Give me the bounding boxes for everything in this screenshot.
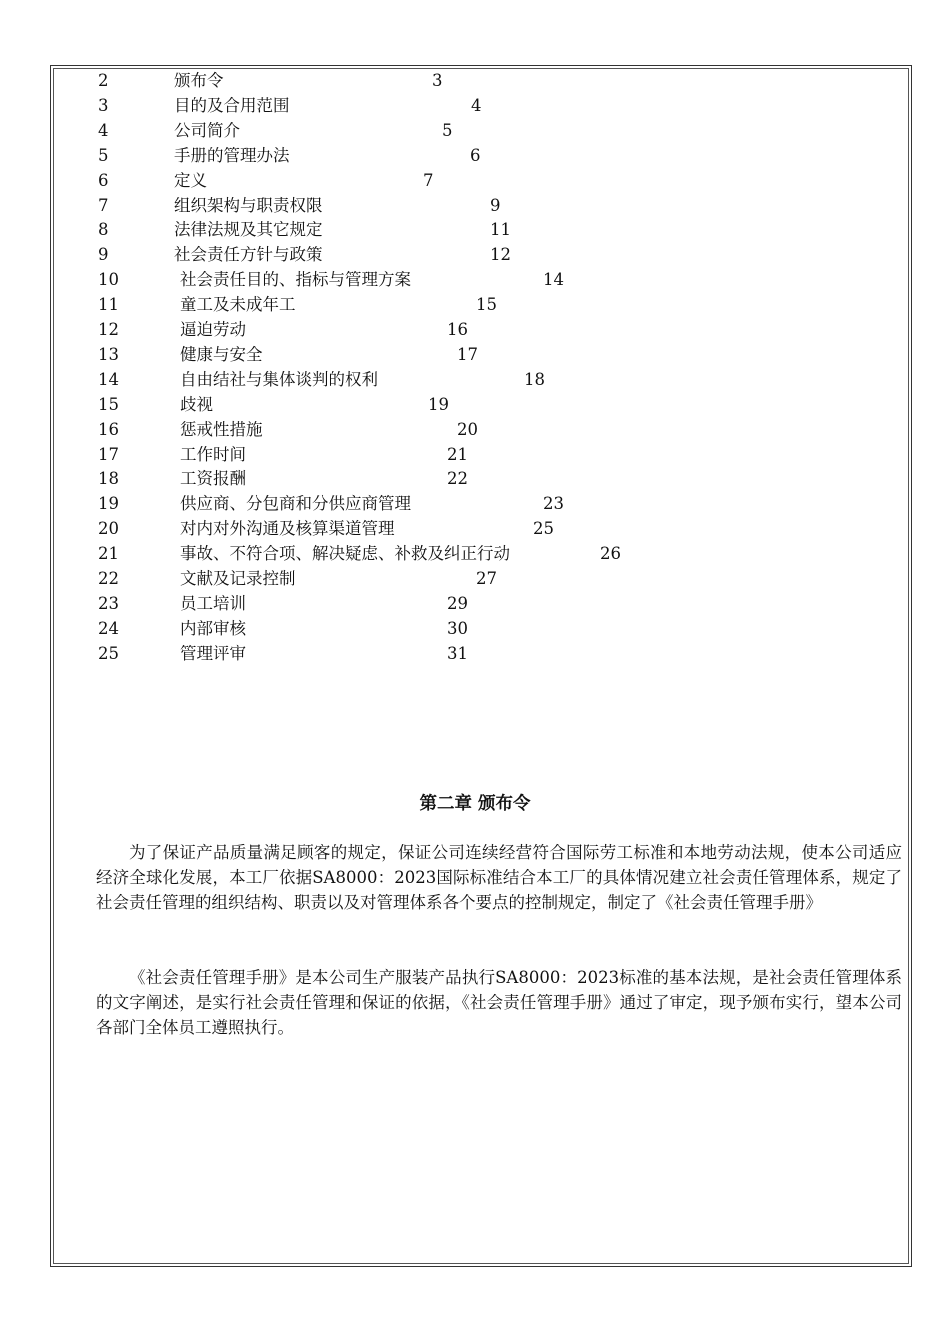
toc-entry [0,168,950,193]
toc-entry-number: 12 [98,320,119,339]
toc-entry-page: 31 [447,643,468,663]
toc-entry [0,242,950,267]
toc-entry [0,641,950,666]
toc-entry-number: 25 [98,643,119,663]
toc-entry [0,541,950,566]
toc-entry-title: 员工培训 [180,593,246,613]
toc-entry-page: 5 [442,120,453,140]
toc-entry-title: 管理评审 [180,643,246,663]
toc-entry [0,118,950,143]
toc-entry-title: 内部审核 [180,618,246,638]
toc-entry-page: 22 [447,469,468,489]
toc-entry-title: 自由结社与集体谈判的权利 [180,369,378,389]
toc-entry [0,193,950,218]
toc-entry-number: 15 [98,394,119,414]
toc-entry-page: 18 [524,369,545,389]
toc-entry-number: 13 [98,344,119,364]
toc-entry-title: 工资报酬 [180,469,246,489]
toc-entry-page: 23 [543,494,564,514]
toc-entry-page: 4 [471,95,482,115]
toc-entry-title: 目的及合用范围 [174,95,290,115]
toc-entry-title: 手册的管理办法 [174,145,290,165]
toc-entry-number: 5 [98,145,109,165]
toc-entry-number: 23 [98,593,119,613]
toc-entry-page: 25 [533,519,554,539]
toc-entry-page: 30 [447,618,468,638]
toc-entry [0,367,950,392]
toc-entry [0,442,950,467]
toc-entry-page: 7 [423,170,434,190]
toc-entry-title: 对内对外沟通及核算渠道管理 [180,519,395,539]
toc-entry-title: 供应商、分包商和分供应商管理 [180,494,411,514]
toc-entry-page: 3 [432,71,443,90]
toc-entry-page: 14 [543,270,564,290]
toc-entry-page: 15 [476,295,497,315]
toc-entry-page: 9 [490,195,501,215]
toc-entry-page: 12 [490,245,511,265]
toc-entry [0,93,950,118]
toc-entry-page: 21 [447,444,468,464]
decree-paragraph-1: 为了保证产品质量满足顾客的规定，保证公司连续经营符合国际劳工标准和本地劳动法规，使本公司适应经济全球化发展，本工厂依据SA8000：2023国际标准结合本工厂的具体情况建立社会责任管理体系，规定了社会责任管理的组织结构、职责以及对管理体系各个要点的控制规定，制定了《社会责任管理手册》 [96,843,902,912]
toc-entry-title: 工作时间 [180,444,246,464]
toc-entry-page: 11 [490,220,511,240]
toc-entry [0,591,950,616]
toc-entry-number: 24 [98,618,119,638]
toc-entry-number: 20 [98,519,119,539]
toc-entry-number: 17 [98,444,119,464]
toc-entry-title: 法律法规及其它规定 [174,220,323,240]
toc-entry-page: 27 [476,569,497,588]
toc-entry-page: 19 [428,394,449,414]
toc-entry-page: 17 [457,344,478,364]
toc-entry-page: 29 [447,593,468,613]
toc-entry-title: 定义 [174,170,207,190]
toc-entry-page: 16 [447,320,468,339]
toc-entry-title: 组织架构与职责权限 [174,195,323,215]
toc-entry-number: 7 [98,195,109,215]
toc-entry-number: 14 [98,369,119,389]
toc-entry [0,516,950,541]
toc-entry-number: 10 [98,270,119,290]
toc-entry-number: 16 [98,419,119,439]
toc-entry [0,68,950,93]
toc-entry-title: 事故、不符合项、解决疑虑、补救及纠正行动 [180,544,510,564]
toc-entry [0,342,950,367]
toc-entry [0,616,950,641]
toc-entry-number: 8 [98,220,109,240]
toc-entry [0,566,950,591]
toc-entry-title: 惩戒性措施 [180,419,263,439]
toc-entry [0,417,950,442]
toc-entry-page: 20 [457,419,478,439]
toc-entry-title: 公司简介 [174,120,240,140]
toc-entry [0,317,950,342]
toc-entry [0,392,950,417]
toc-entry [0,143,950,168]
toc-entry [0,292,950,317]
toc-entry [0,217,950,242]
toc-entry-title: 歧视 [180,394,213,414]
toc-entry-title: 逼迫劳动 [180,320,246,339]
toc-entry-number: 9 [98,245,109,265]
toc-entry-number: 3 [98,95,109,115]
toc-entry-title: 颁布令 [174,71,224,90]
toc-entry-title: 童工及未成年工 [180,295,296,315]
toc-entry-page: 6 [470,145,481,165]
toc-entry-number: 22 [98,569,119,588]
toc-entry-title: 健康与安全 [180,344,263,364]
toc-entry-number: 6 [98,170,109,190]
toc-entry-number: 11 [98,295,119,315]
chapter-title: 第二章 颁布令 [419,794,531,814]
toc-entry-title: 社会责任目的、指标与管理方案 [180,270,411,290]
toc-entry-title: 文献及记录控制 [180,569,296,588]
toc-entry-title: 社会责任方针与政策 [174,245,323,265]
toc-entry-number: 4 [98,120,109,140]
toc-entry-number: 2 [98,71,109,90]
decree-paragraph-2: 《社会责任管理手册》是本公司生产服装产品执行SA8000：2023标准的基本法规，是社会责任管理体系的文字阐述，是实行社会责任管理和保证的依据，《社会责任管理手册》通过了审定，现予颁布实行，望本公司各部门全体员工遵照执行。 [96,968,902,1037]
toc-entry-number: 18 [98,469,119,489]
toc-entry-number: 21 [98,544,119,564]
toc-entry-page: 26 [600,544,621,564]
toc-entry-number: 19 [98,494,119,514]
toc-entry [0,466,950,491]
toc-entry [0,267,950,292]
toc-entry [0,491,950,516]
